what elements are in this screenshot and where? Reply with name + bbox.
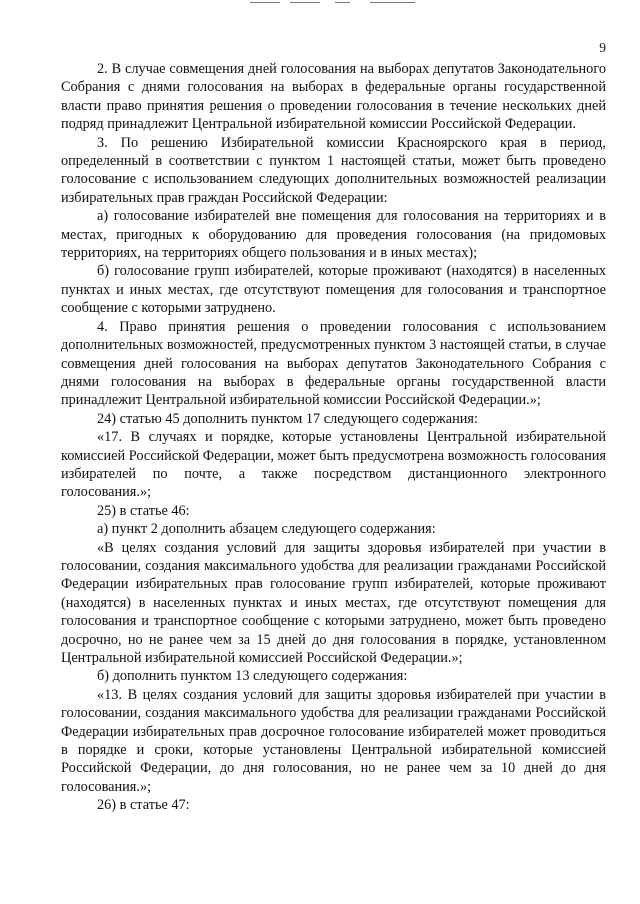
page-number: 9 <box>599 40 606 55</box>
paragraph: б) дополнить пунктом 13 следующего содержания: <box>97 668 408 685</box>
paragraph: 2. В случае совмещения дней голосования на выборах депутатов Законодательного Собрания с днями голосования на выборах в федеральные органы государственной власти право принятия решения о проведении голосования в течение нескольких дней подряд принадлежит Центральной избирательной комиссии Российской Федерации. <box>61 61 606 133</box>
scan-artifact-lines <box>250 2 450 4</box>
paragraph: а) голосование избирателей вне помещения для голосования на территориях и в местах, пригодных к оборудованию для проведения голосования (на придомовых территориях, на территориях общего пользования и в иных местах); <box>61 208 606 262</box>
paragraph: 25) в статье 46: <box>97 502 190 519</box>
paragraph: 26) в статье 47: <box>97 797 190 814</box>
scan-line <box>370 2 415 3</box>
paragraph: «13. В целях создания условий для защиты здоровья избирателей при участии в голосовании, создания максимального удобства для реализации гражданами Российской Федерации избирательных прав досрочное голосование избирателей может проводиться в порядке и сроки, которые установлены Центральной избирательной комиссией Российской Федерации, до дня голосования, но не ранее чем за 10 дней до дня голосования.»; <box>61 686 606 795</box>
scan-line <box>335 2 350 3</box>
paragraph: 3. По решению Избирательной комиссии Красноярского края в период, определенный в соответствии с пунктом 1 настоящей статьи, может быть проведено голосование с использованием следующих дополнительных возможностей реализации избирательных прав граждан Российской Федерации: <box>61 134 606 206</box>
document-body <box>61 60 606 815</box>
paragraph: а) пункт 2 дополнить абзацем следующего содержания: <box>97 521 436 538</box>
paragraph: б) голосование групп избирателей, которые проживают (находятся) в населенных пунктах и иных местах, где отсутствуют помещения для голосования и транспортное сообщение с которыми затруднено. <box>61 263 606 317</box>
paragraph: «17. В случаях и порядке, которые установлены Центральной избирательной комиссией Российской Федерации, может быть предусмотрена возможность голосования избирателей по почте, а также посредством дистанционного электронного голосования.»; <box>61 429 606 501</box>
scan-line <box>250 2 280 3</box>
paragraph: «В целях создания условий для защиты здоровья избирателей при участии в голосовании, создания максимального удобства для реализации гражданами Российской Федерации избирательных прав голосование групп избирателей, которые проживают (находятся) в населенных пунктах и иных местах, где отсутствуют помещения для голосования и транспортное сообщение с которыми затруднено, может быть проведено досрочно, но не ранее чем за 15 дней до дня голосования в порядке, установленном Центральной избирательной комиссией Российской Федерации.»; <box>61 539 606 666</box>
paragraph: 4. Право принятия решения о проведении голосования с использованием дополнительных возможностей, предусмотренных пунктом 3 настоящей статьи, в случае совмещения дней голосования на выборах депутатов Законодательного Собрания с днями голосования на выборах в федеральные органы государственной власти принадлежит Центральной избирательной комиссии Российской Федерации.»; <box>61 318 606 409</box>
scan-line <box>290 2 320 3</box>
paragraph: 24) статью 45 дополнить пунктом 17 следующего содержания: <box>97 410 478 427</box>
